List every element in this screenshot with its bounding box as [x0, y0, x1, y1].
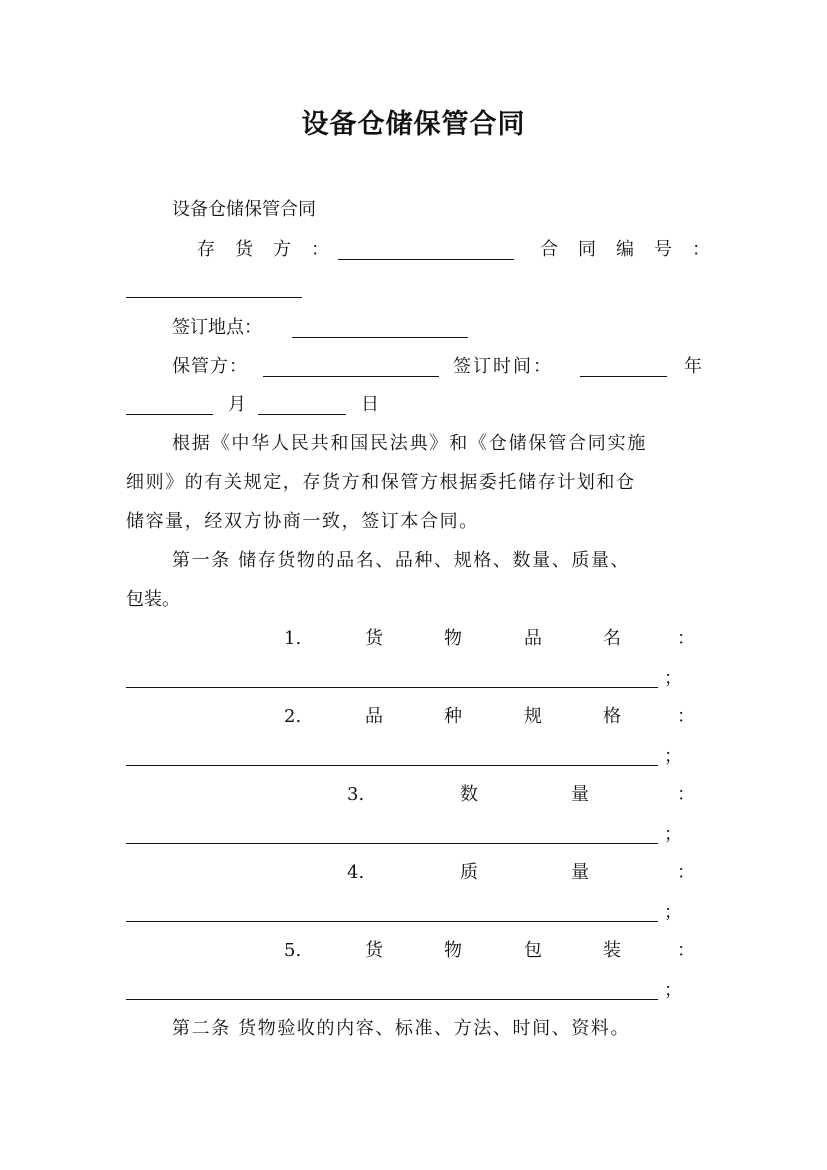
sign-place-label: 签订地点：	[172, 317, 262, 338]
item-row-3	[0, 783, 827, 807]
item-2-semicolon: ；	[664, 746, 682, 767]
item-char: 货	[365, 628, 383, 649]
item-4-semicolon: ；	[664, 902, 682, 923]
item-char: 包	[524, 940, 542, 961]
contract-no-label: 合同编号：	[540, 239, 730, 260]
day-blank	[258, 414, 346, 415]
item-row-5	[0, 939, 827, 963]
item-colon: ：	[677, 706, 695, 727]
item-char: 装	[603, 940, 621, 961]
item-3-semicolon: ；	[664, 824, 682, 845]
intro-line-3: 储容量，经双方协商一致，签订本合同。	[126, 511, 479, 532]
article-2-line-1: 第二条 货物验收的内容、标准、方法、时间、资料。	[172, 1018, 631, 1039]
item-char: 质	[460, 862, 478, 883]
item-row-2	[0, 705, 827, 729]
item-1-blank	[126, 687, 658, 688]
item-char: 品	[524, 628, 542, 649]
depositor-label: 存货方：	[197, 239, 349, 260]
item-row-4	[0, 861, 827, 885]
item-number: 1.	[284, 628, 302, 649]
document-subtitle: 设备仓储保管合同	[172, 199, 316, 220]
item-char: 名	[603, 628, 621, 649]
item-3-blank	[126, 843, 658, 844]
item-number: 5.	[284, 940, 302, 961]
item-colon: ：	[677, 940, 695, 961]
intro-line-1: 根据《中华人民共和国民法典》和《仓储保管合同实施	[172, 433, 648, 454]
item-number: 3.	[347, 784, 365, 805]
item-char: 种	[444, 706, 462, 727]
item-2-blank	[126, 765, 658, 766]
custodian-blank	[263, 376, 439, 377]
item-number: 2.	[284, 706, 302, 727]
year-blank	[580, 376, 667, 377]
item-char: 物	[444, 628, 462, 649]
item-row-1	[0, 627, 827, 651]
item-colon: ：	[677, 628, 695, 649]
intro-line-2: 细则》的有关规定，存货方和保管方根据委托储存计划和仓	[126, 472, 636, 493]
day-label: 日	[361, 394, 379, 415]
item-char: 货	[365, 940, 383, 961]
article-1-line-2: 包装。	[126, 589, 180, 610]
item-1-semicolon: ；	[664, 668, 682, 689]
year-label: 年	[684, 356, 702, 377]
depositor-blank	[338, 259, 514, 260]
sign-time-label: 签订时间：	[453, 356, 553, 377]
item-char: 格	[603, 706, 621, 727]
article-1-line-1: 第一条 储存货物的品名、品种、规格、数量、质量、	[172, 550, 631, 571]
item-number: 4.	[347, 862, 365, 883]
document-title: 设备仓储保管合同	[301, 109, 526, 140]
item-char: 品	[365, 706, 383, 727]
item-5-semicolon: ；	[664, 980, 682, 1001]
item-colon: ：	[677, 862, 695, 883]
item-colon: ：	[677, 784, 695, 805]
contract-no-blank	[126, 297, 302, 298]
item-4-blank	[126, 921, 658, 922]
item-char: 量	[571, 784, 589, 805]
custodian-label: 保管方：	[172, 356, 248, 377]
month-label: 月	[228, 394, 246, 415]
item-5-blank	[126, 999, 658, 1000]
item-char: 规	[524, 706, 542, 727]
item-char: 数	[460, 784, 478, 805]
month-blank	[126, 414, 213, 415]
sign-place-blank	[292, 337, 468, 338]
item-char: 物	[444, 940, 462, 961]
item-char: 量	[571, 862, 589, 883]
